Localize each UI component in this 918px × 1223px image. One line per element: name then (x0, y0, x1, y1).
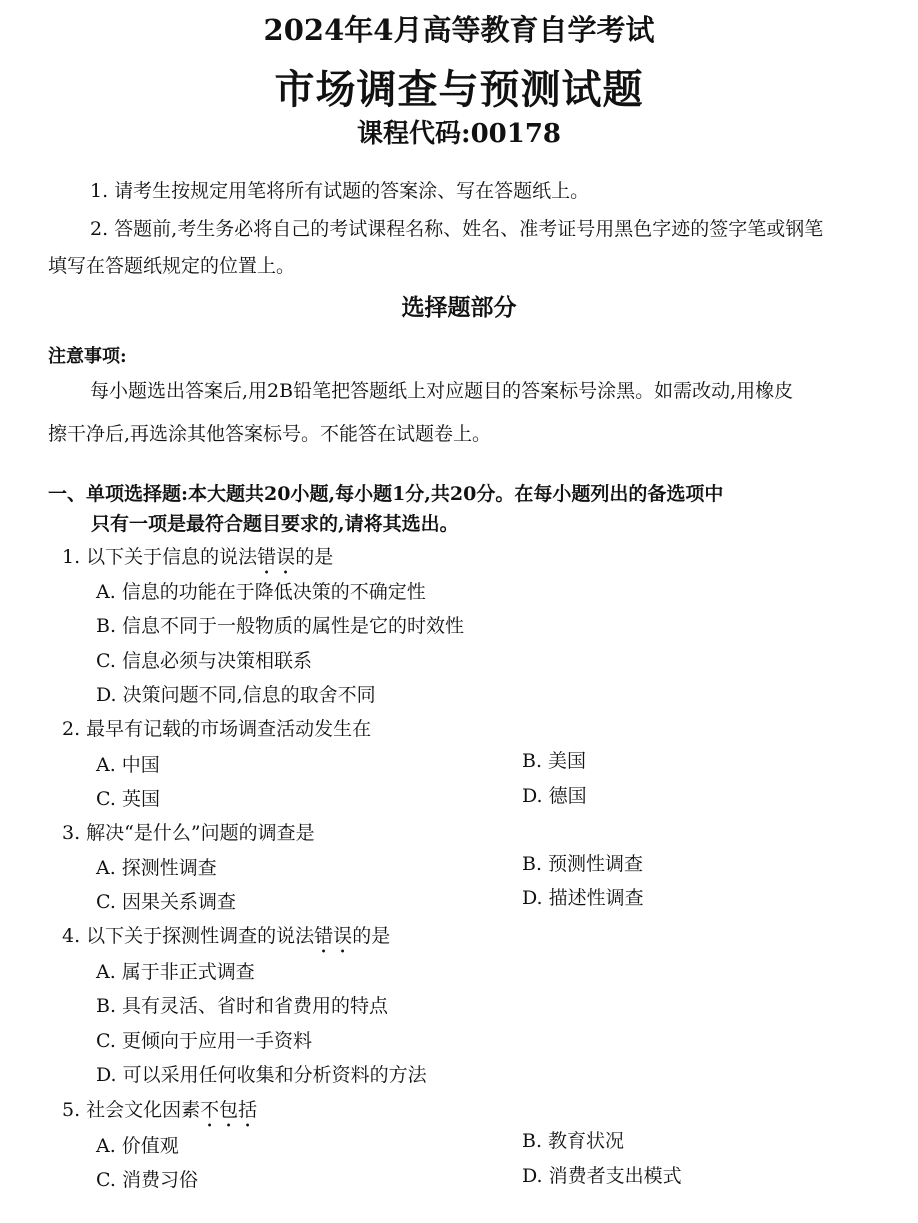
part-heading: 一、单项选择题:本大题共20小题,每小题1分,共20分。在每小题列出的备选项中 (48, 483, 724, 505)
section-title: 选择题部分 (401, 294, 517, 321)
question-4-option-b: B. 具有灵活、省时和省费用的特点 (96, 995, 389, 1017)
exam-title: 2024年4月高等教育自学考试 (263, 13, 655, 47)
subject-title: 市场调查与预测试题 (274, 66, 644, 113)
question-3-option-a: A. 探测性调查 (96, 857, 217, 879)
notice-line-2: 擦干净后,再选涂其他答案标号。不能答在试题卷上。 (48, 423, 492, 445)
question-4-option-a: A. 属于非正式调查 (96, 961, 255, 983)
notice-label: 注意事项: (48, 346, 127, 367)
instruction-1: 1. 请考生按规定用笔将所有试题的答案涂、写在答题纸上。 (90, 180, 590, 202)
question-3-stem: 3. 解决“是什么”问题的调查是 (62, 822, 315, 844)
question-1-option-c: C. 信息必须与决策相联系 (96, 650, 312, 672)
question-2-option-a: A. 中国 (96, 754, 160, 776)
question-stem-emphasis: 不包括 (200, 1099, 258, 1121)
question-3-option-c: C. 因果关系调查 (96, 891, 236, 913)
question-stem-text-end: 的是 (352, 925, 391, 947)
question-1-option-a: A. 信息的功能在于降低决策的不确定性 (96, 581, 426, 603)
instruction-2-continued: 填写在答题纸规定的位置上。 (48, 255, 296, 277)
question-5-option-a: A. 价值观 (96, 1135, 179, 1157)
question-stem-text-end: 的是 (295, 546, 334, 568)
question-1-stem (62, 542, 333, 579)
question-stem-text: 1. 以下关于信息的说法 (62, 546, 258, 568)
instruction-2: 2. 答题前,考生务必将自己的考试课程名称、姓名、准考证号用黑色字迹的签字笔或钢笔 (90, 218, 824, 240)
question-5-option-c: C. 消费习俗 (96, 1169, 198, 1191)
question-4-stem (62, 921, 390, 958)
question-1-option-b: B. 信息不同于一般物质的属性是它的时效性 (96, 615, 465, 637)
question-4-option-d: D. 可以采用任何收集和分析资料的方法 (96, 1064, 427, 1086)
question-1-option-d: D. 决策问题不同,信息的取舍不同 (96, 684, 376, 706)
question-stem-text: 5. 社会文化因素 (62, 1099, 201, 1121)
question-3-option-b: B. 预测性调查 (522, 853, 644, 875)
question-2-option-c: C. 英国 (96, 788, 160, 810)
question-5-option-b: B. 教育状况 (522, 1130, 625, 1152)
question-stem-emphasis: 错误 (314, 925, 353, 947)
question-2-stem: 2. 最早有记载的市场调查活动发生在 (62, 718, 372, 740)
part-heading-continued: 只有一项是最符合题目要求的,请将其选出。 (91, 513, 459, 535)
question-2-option-b: B. 美国 (522, 750, 587, 772)
question-4-option-c: C. 更倾向于应用一手资料 (96, 1030, 312, 1052)
notice-line-1: 每小题选出答案后,用2B铅笔把答题纸上对应题目的答案标号涂黑。如需改动,用橡皮 (90, 380, 794, 402)
question-stem-text: 4. 以下关于探测性调查的说法 (62, 925, 315, 947)
question-2-option-d: D. 德国 (522, 785, 587, 807)
question-5-option-d: D. 消费者支出模式 (522, 1165, 682, 1187)
question-5-stem (62, 1095, 257, 1132)
question-stem-emphasis: 错误 (257, 546, 296, 568)
course-code: 课程代码:00178 (356, 119, 562, 149)
question-3-option-d: D. 描述性调查 (522, 887, 644, 909)
